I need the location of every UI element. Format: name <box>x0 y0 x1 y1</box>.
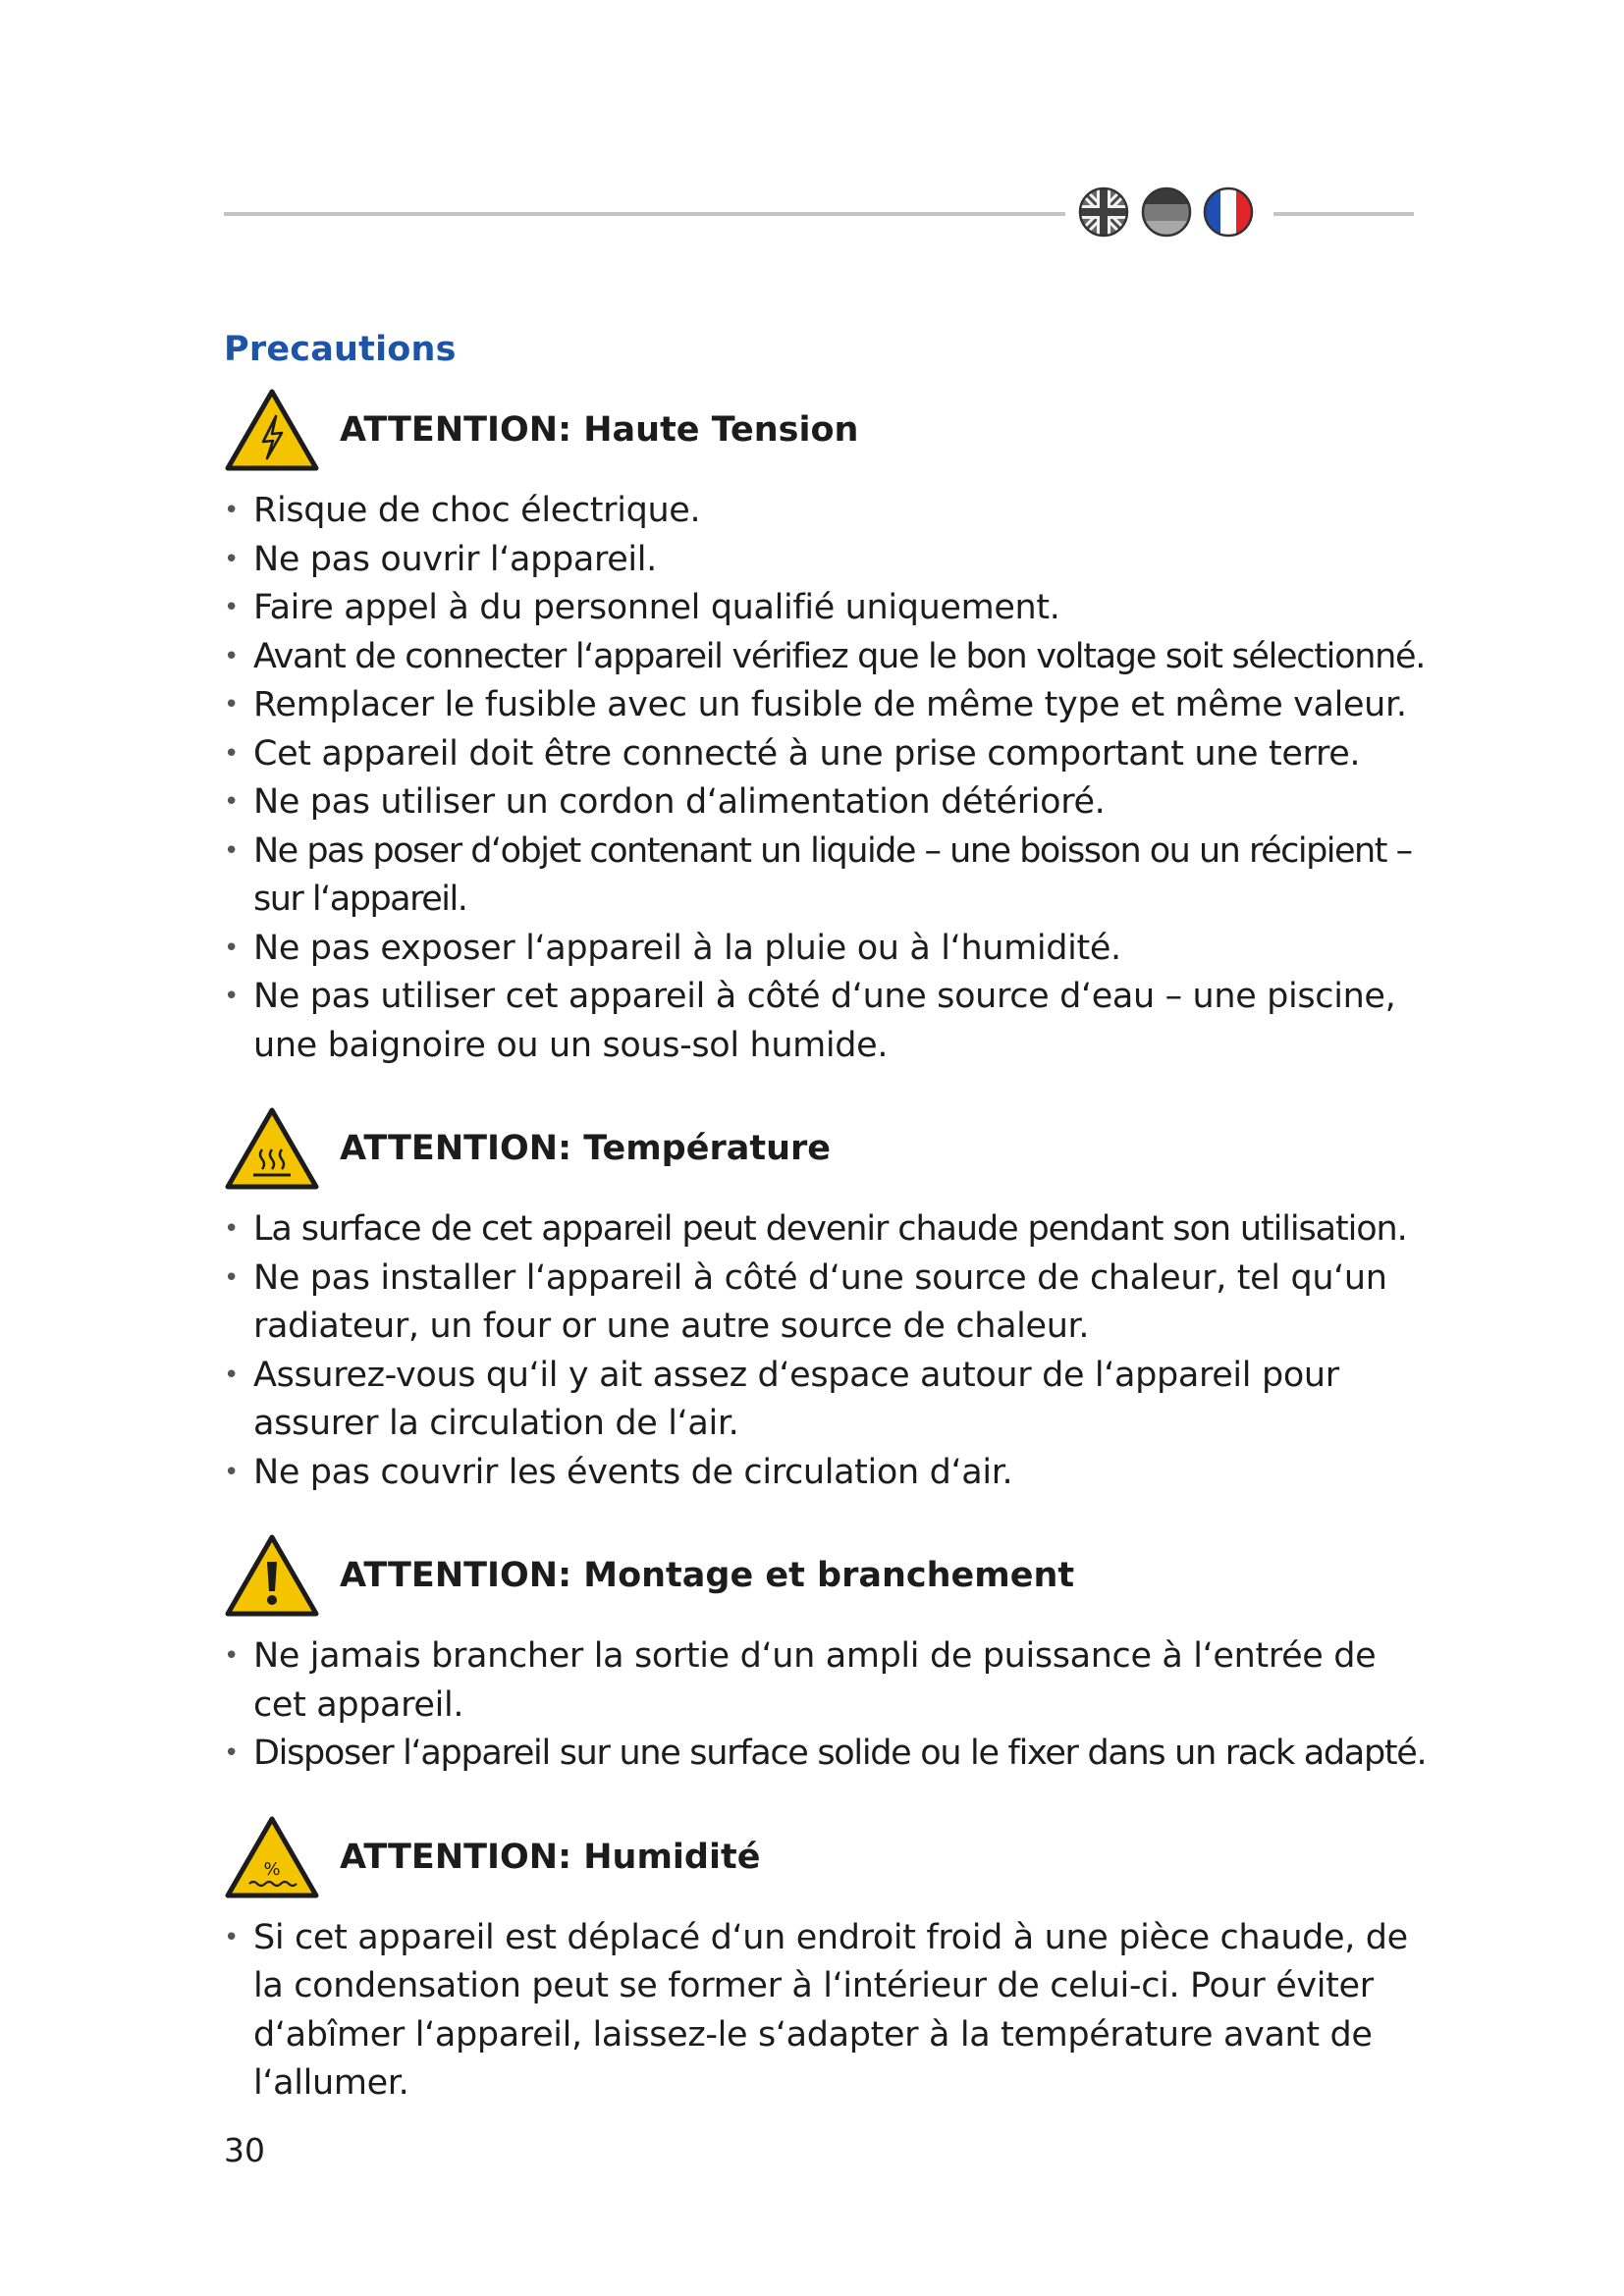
precaution-list <box>224 1914 1434 2109</box>
list-item: • Si cet appareil est déplacé d‘un endroit froid à une pièce chaude, de la condensation peut se former à l‘intérieur de celui-ci. Pour éviter d‘abîmer l‘appareil, laissez-le s‘adapter à la température avant de l‘allumer. <box>224 1914 1434 2109</box>
precautions-content <box>224 324 1434 2142</box>
list-item: • Ne jamais brancher la sortie d‘un ampli de puissance à l‘entrée de cet appareil. <box>224 1632 1434 1730</box>
section-heading: ATTENTION: Montage et branchement <box>340 1556 1075 1595</box>
precaution-list <box>224 487 1434 1070</box>
section-humidity <box>224 1812 1434 2109</box>
list-item: • Ne pas installer l‘appareil à côté d‘une source de chaleur, tel qu‘un radiateur, un four or une autre source de chaleur. <box>224 1255 1434 1352</box>
list-item: • Ne pas poser d‘objet contenant un liquide – une boisson ou un récipient – sur l‘appareil. <box>224 828 1434 925</box>
section-header <box>224 385 1434 475</box>
list-item: • Remplacer le fusible avec un fusible de même type et même valeur. <box>224 681 1434 730</box>
section-high-voltage <box>224 385 1434 1070</box>
section-heading: ATTENTION: Température <box>340 1129 831 1168</box>
section-heading: ATTENTION: Humidité <box>340 1837 761 1877</box>
header-rule-left <box>224 212 1065 216</box>
high-voltage-warning-icon <box>224 387 320 473</box>
list-item: • Ne pas utiliser cet appareil à côté d‘une source d‘eau – une piscine, une baignoire ou un sous-sol humide. <box>224 973 1434 1070</box>
list-item: • Avant de connecter l‘appareil vérifiez que le bon voltage soit sélectionné. <box>224 633 1434 682</box>
hot-surface-warning-icon <box>224 1105 320 1192</box>
header-rule-right <box>1273 212 1414 216</box>
list-item: • Ne pas exposer l‘appareil à la pluie ou à l‘humidité. <box>224 925 1434 974</box>
section-temperature <box>224 1103 1434 1497</box>
list-item: • Disposer l‘appareil sur une surface solide ou le fixer dans un rack adapté. <box>224 1730 1434 1779</box>
list-item: • Ne pas couvrir les évents de circulation d‘air. <box>224 1449 1434 1498</box>
section-header <box>224 1812 1434 1902</box>
section-heading: ATTENTION: Haute Tension <box>340 410 859 450</box>
section-header <box>224 1103 1434 1194</box>
svg-text:%: % <box>263 1858 281 1880</box>
list-item: • Faire appel à du personnel qualifié uniquement. <box>224 584 1434 633</box>
list-item: • Ne pas utiliser un cordon d‘alimentation détérioré. <box>224 778 1434 828</box>
france-flag-icon[interactable] <box>1203 187 1254 238</box>
page-number: 30 <box>224 2131 265 2169</box>
list-item: • Cet appareil doit être connecté à une prise comportant une terre. <box>224 730 1434 779</box>
section-mounting <box>224 1530 1434 1779</box>
page-title: Precautions <box>224 330 457 369</box>
list-item: • Assurez-vous qu‘il y ait assez d‘espace autour de l‘appareil pour assurer la circulation de l‘air. <box>224 1352 1434 1449</box>
germany-flag-icon[interactable] <box>1141 187 1192 238</box>
precaution-list <box>224 1632 1434 1779</box>
section-header <box>224 1530 1434 1621</box>
humidity-warning-icon <box>224 1814 320 1900</box>
general-warning-icon <box>224 1532 320 1619</box>
precaution-list <box>224 1205 1434 1497</box>
list-item: • Risque de choc électrique. <box>224 487 1434 536</box>
list-item: • Ne pas ouvrir l‘appareil. <box>224 536 1434 585</box>
uk-flag-icon[interactable] <box>1078 187 1129 238</box>
list-item: • La surface de cet appareil peut devenir chaude pendant son utilisation. <box>224 1205 1434 1255</box>
